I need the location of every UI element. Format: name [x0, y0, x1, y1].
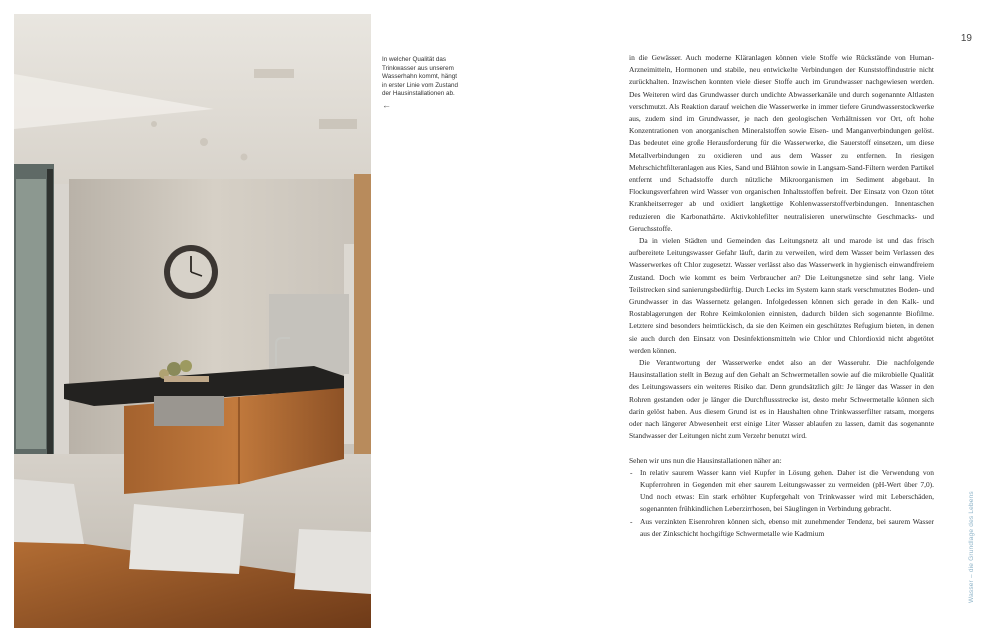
photo-caption — [382, 56, 462, 110]
bullet-item: - In relativ saurem Wasser kann viel Kupfer in Lösung gehen. Daher ist die Verwendung von Kupferrohren in Gegenden mit eher saurem Leitungswasser zu vermeiden (pH-Wert über 7,0). Und noch etwas: Ein stark erhöhter Kupfergehalt von Trinkwasser wird mit Leberschäden, sogenannten frühkindlichen Leberzirrhosen, bei Säuglingen in Verbindung gebracht. — [629, 467, 934, 516]
bullet-item: - Aus verzinkten Eisenrohren können sich, ebenso mit zunehmender Tendenz, bei saurem Wasser aus der Zinkschicht hochgiftige Schwermetalle wie Kadmium — [629, 516, 934, 540]
paragraph: Sehen wir uns nun die Hausinstallationen näher an: — [629, 455, 782, 465]
bullet-list — [629, 467, 934, 540]
kitchen-photo — [14, 14, 371, 628]
side-running-title: Wasser – die Grundlage des Lebens — [968, 491, 975, 603]
paragraph: Da in vielen Städten und Gemeinden das Leitungsnetz alt und marode ist und das frisch aufbereitete Leitungswasser Gefahr läuft, darin zu verweilen, wird dem Wasser beim Verlassen des Wasserwerkes oft Chlor zugesetzt. Wasser verlässt also das Wasserwerk in hygienisch einwandfreiem Zustand. Doch wie kommt es beim Verbraucher an? Die Leitungsnetze sind sehr lang. Viele Teilstrecken sind sanierungsbedürftig. Durch Lecks im System kann stark verschmutztes Boden- und Grundwasser in das Wassernetz gelangen. Infolgedessen können sich gerade in den Kalk- und Rostablagerungen der Rohre Keimkolonien einnisten, dadurch bilden sich sogenannte Biofilme. Letztere sind besonders heimtückisch, da sie den Keimen ein geschütztes Refugium bieten, in denen sie auch durch den Einsatz von Desinfektionsmitteln wie Chlor und Chlordioxid nicht abgetötet werden können. — [629, 236, 934, 355]
page-number: 19 — [960, 33, 972, 44]
caption-text: In welcher Qualität das Trinkwasser aus unserem Wasserhahn kommt, hängt in erster Linie vom Zustand der Hausinstallationen ab. — [382, 56, 458, 98]
paragraph: Die Verantwortung der Wasserwerke endet also an der Wasseruhr. Die nachfolgende Hausinstallation stellt in Bezug auf den Gehalt an Schwermetallen sowie auf die mikrobielle Qualität des Leitungswassers ein weiteres Risiko dar. Denn grundsätzlich gilt: Je länger das Wasser in den Rohren gestanden oder je länger die Durchflussstrecke ist, desto mehr Schwermetalle können sich darin gelöst haben. Aus diesem Grund ist es in Haushalten ohne Trinkwasserfilter ratsam, morgens oder nach längerer Abwesenheit erst einige Liter Wasser ablaufen zu lassen, damit das sogenannte Standwasser der Leitungen nicht zum Verzehr benutzt wird. — [629, 358, 934, 441]
paragraph: in die Gewässer. Auch moderne Kläranlagen können viele Stoffe wie Rückstände von Human-Arzneimitteln, Hormonen und stabile, neu entwickelte Verbindungen der Kunststoffindustrie nicht zurückhalten. Inzwischen konnten viele dieser Stoffe auch im Grundwasser nachgewiesen werden. Des Weiteren wird das Grundwasser durch undichte Abwasserkanäle und durch sogenannte Altlasten verschmutzt. Als Reaktion darauf weichen die Wasserwerke in immer tiefere Grundwasserstockwerke aus, zudem sind im Grundwasser, je nach den geologischen Verhältnissen vor Ort, oft hohe Konzentrationen von anorganischen Mineralstoffen sowie Eisen- und Manganverbindungen gelöst. Das bedeutet eine große Herausforderung für die Wasserwerke, die Sauerstoff einsetzen, um diese Metallverbindungen zu oxidieren und aus dem Wasser zu entfernen. In riesigen Mehrschichtfilteranlagen aus Kies, Sand und Blähton sowie in Langsam-Sand-Filtern werden Partikel entfernt und Schadstoffe durch nützliche Mikroorganismen im Sediment abgebaut. In Flockungsverfahren wird Wasser von organischen Inhaltsstoffen befreit. Der Einsatz von Ozon tötet Krankheitserreger ab und oxidiert langkettige Kohlenwasserstoffverbindungen. Innentaschen reduzieren die Karbonathärte. Aktivkohlefilter neutralisieren unerwünschte Geschmacks- und Geruchsstoffe. — [629, 53, 934, 233]
body-text-column — [629, 52, 934, 540]
kitchen-illustration — [14, 14, 371, 628]
left-arrow-icon: ← — [382, 99, 391, 110]
